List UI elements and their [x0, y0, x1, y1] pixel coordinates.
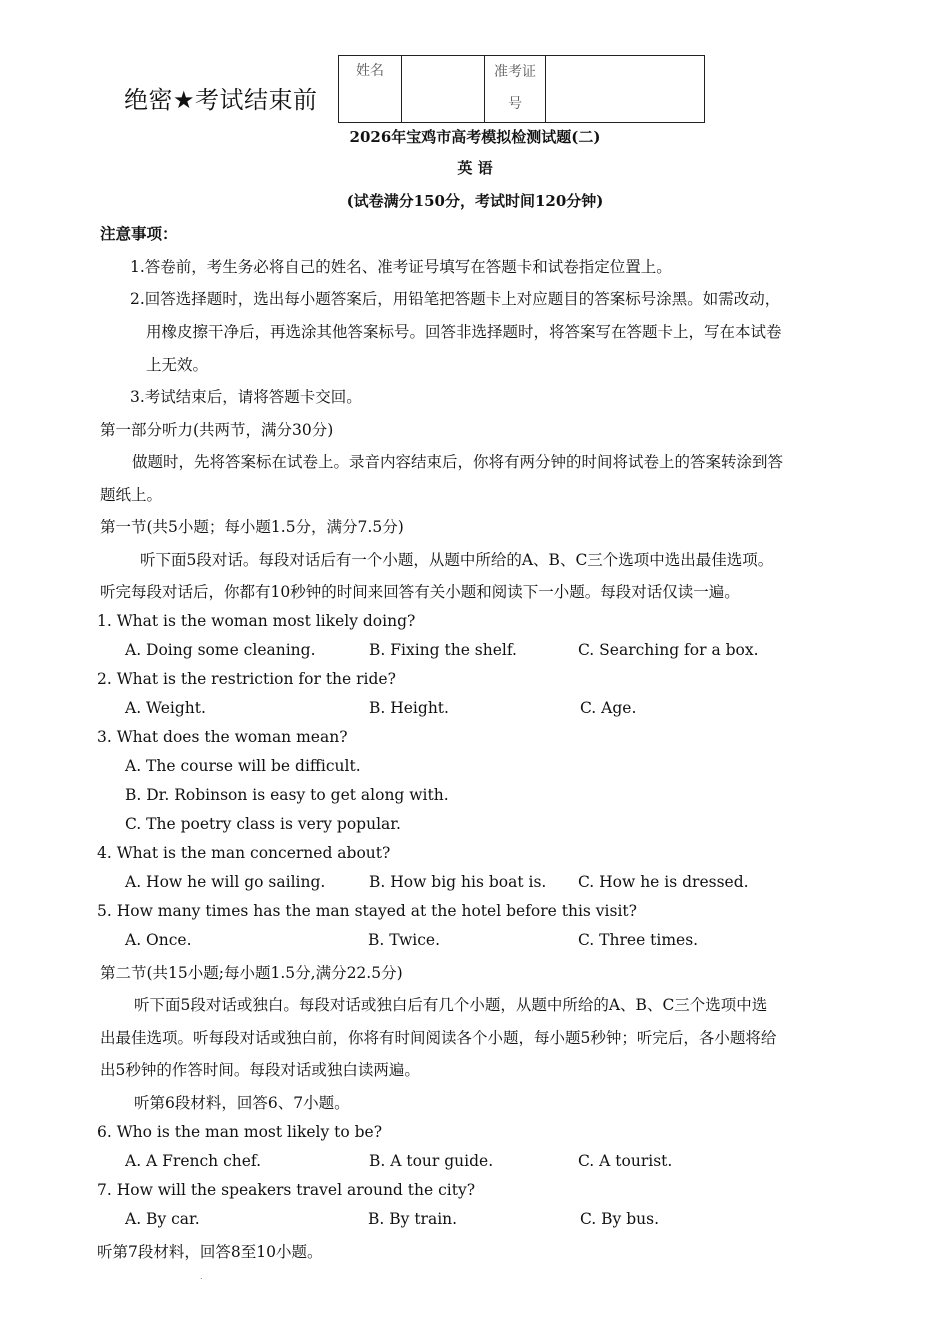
section2-heading: 第二节(共15小题;每小题1.5分,满分22.5分) [100, 964, 403, 982]
notes-heading: 注意事项： [100, 224, 178, 243]
question-7-option-b: B. By train. [368, 1210, 458, 1228]
section2-intro-line3: 出5秒钟的作答时间。每段对话或独白读两遍。 [100, 1061, 420, 1079]
exam-id-label-line1: 准考证 [494, 64, 536, 80]
question-1-stem: 1. What is the woman most likely doing? [97, 612, 416, 630]
question-7-option-c: C. By bus. [580, 1210, 660, 1228]
question-6-option-b: B. A tour guide. [369, 1152, 494, 1170]
part1-heading: 第一部分听力(共两节，满分30分) [100, 421, 334, 439]
question-7-option-a: A. By car. [125, 1210, 200, 1228]
question-1-option-b: B. Fixing the shelf. [369, 641, 517, 659]
note-2-line1: 2.回答选择题时，选出每小题答案后，用铅笔把答题卡上对应题目的答案标号涂黑。如需改动， [130, 290, 781, 308]
exam-title: 2026年宝鸡市高考模拟检测试题(二) [349, 128, 601, 146]
note-1: 1.答卷前，考生务必将自己的姓名、准考证号填写在答题卡和试卷指定位置上。 [130, 258, 672, 276]
question-5-stem: 5. How many times has the man stayed at the hotel before this visit? [97, 902, 637, 920]
question-6-option-c: C. A tourist. [578, 1152, 673, 1170]
note-2-line3: 上无效。 [146, 356, 209, 374]
question-3-option-c: C. The poetry class is very popular. [125, 815, 401, 833]
question-4-stem: 4. What is the man concerned about? [97, 844, 391, 862]
question-6-option-a: A. A French chef. [125, 1152, 262, 1170]
question-2-stem: 2. What is the restriction for the ride? [97, 670, 396, 688]
note-3: 3.考试结束后，请将答题卡交回。 [130, 388, 362, 406]
footer-mark: . [200, 1272, 203, 1281]
question-4-option-a: A. How he will go sailing. [125, 873, 326, 891]
question-6-stem: 6. Who is the man most likely to be? [97, 1123, 383, 1141]
question-1-option-c: C. Searching for a box. [578, 641, 759, 659]
question-7-stem: 7. How will the speakers travel around the city? [97, 1181, 476, 1199]
question-3-stem: 3. What does the woman mean? [97, 728, 348, 746]
question-2-option-a: A. Weight. [125, 699, 206, 717]
exam-id-field[interactable] [546, 56, 705, 123]
question-5-option-c: C. Three times. [578, 931, 699, 949]
material-7-instruction: 听第7段材料，回答8至10小题。 [97, 1243, 323, 1261]
name-field[interactable] [402, 56, 485, 123]
exam-id-label [485, 56, 546, 123]
question-4-option-b: B. How big his boat is. [369, 873, 547, 891]
confidential-label: 绝密★考试结束前 [124, 86, 318, 114]
question-4-option-c: C. How he is dressed. [578, 873, 749, 891]
subject-title: 英 语 [457, 159, 493, 177]
name-label: 姓名 [339, 56, 402, 123]
question-2-option-b: B. Height. [369, 699, 449, 717]
question-3-option-a: A. The course will be difficult. [125, 757, 361, 775]
section1-heading: 第一节(共5小题；每小题1.5分，满分7.5分) [100, 518, 404, 536]
question-3-option-b: B. Dr. Robinson is easy to get along with. [125, 786, 449, 804]
question-5-option-b: B. Twice. [368, 931, 441, 949]
part1-intro-line1: 做题时，先将答案标在试卷上。录音内容结束后，你将有两分钟的时间将试卷上的答案转涂到答 [132, 453, 784, 471]
question-2-option-c: C. Age. [580, 699, 637, 717]
note-2-line2: 用橡皮擦干净后，再选涂其他答案标号。回答非选择题时，将答案写在答题卡上，写在本试卷 [146, 323, 782, 341]
material-6-instruction: 听第6段材料，回答6、7小题。 [134, 1094, 350, 1112]
exam-info: (试卷满分150分，考试时间120分钟) [346, 192, 604, 210]
question-1-option-a: A. Doing some cleaning. [125, 641, 316, 659]
candidate-info-box [338, 55, 705, 123]
part1-intro-line2: 题纸上。 [100, 486, 163, 504]
question-5-option-a: A. Once. [125, 931, 192, 949]
section2-intro-line2: 出最佳选项。听每段对话或独白前，你将有时间阅读各个小题，每小题5秒钟；听完后，各小题将给 [100, 1029, 777, 1047]
exam-id-label-line2: 号 [508, 96, 522, 112]
section1-intro-line2: 听完每段对话后，你都有10秒钟的时间来回答有关小题和阅读下一小题。每段对话仅读一遍。 [100, 583, 740, 601]
section2-intro-line1: 听下面5段对话或独白。每段对话或独白后有几个小题，从题中所给的A、B、C三个选项中选 [134, 996, 768, 1014]
section1-intro-line1: 听下面5段对话。每段对话后有一个小题，从题中所给的A、B、C三个选项中选出最佳选项。 [140, 551, 774, 569]
